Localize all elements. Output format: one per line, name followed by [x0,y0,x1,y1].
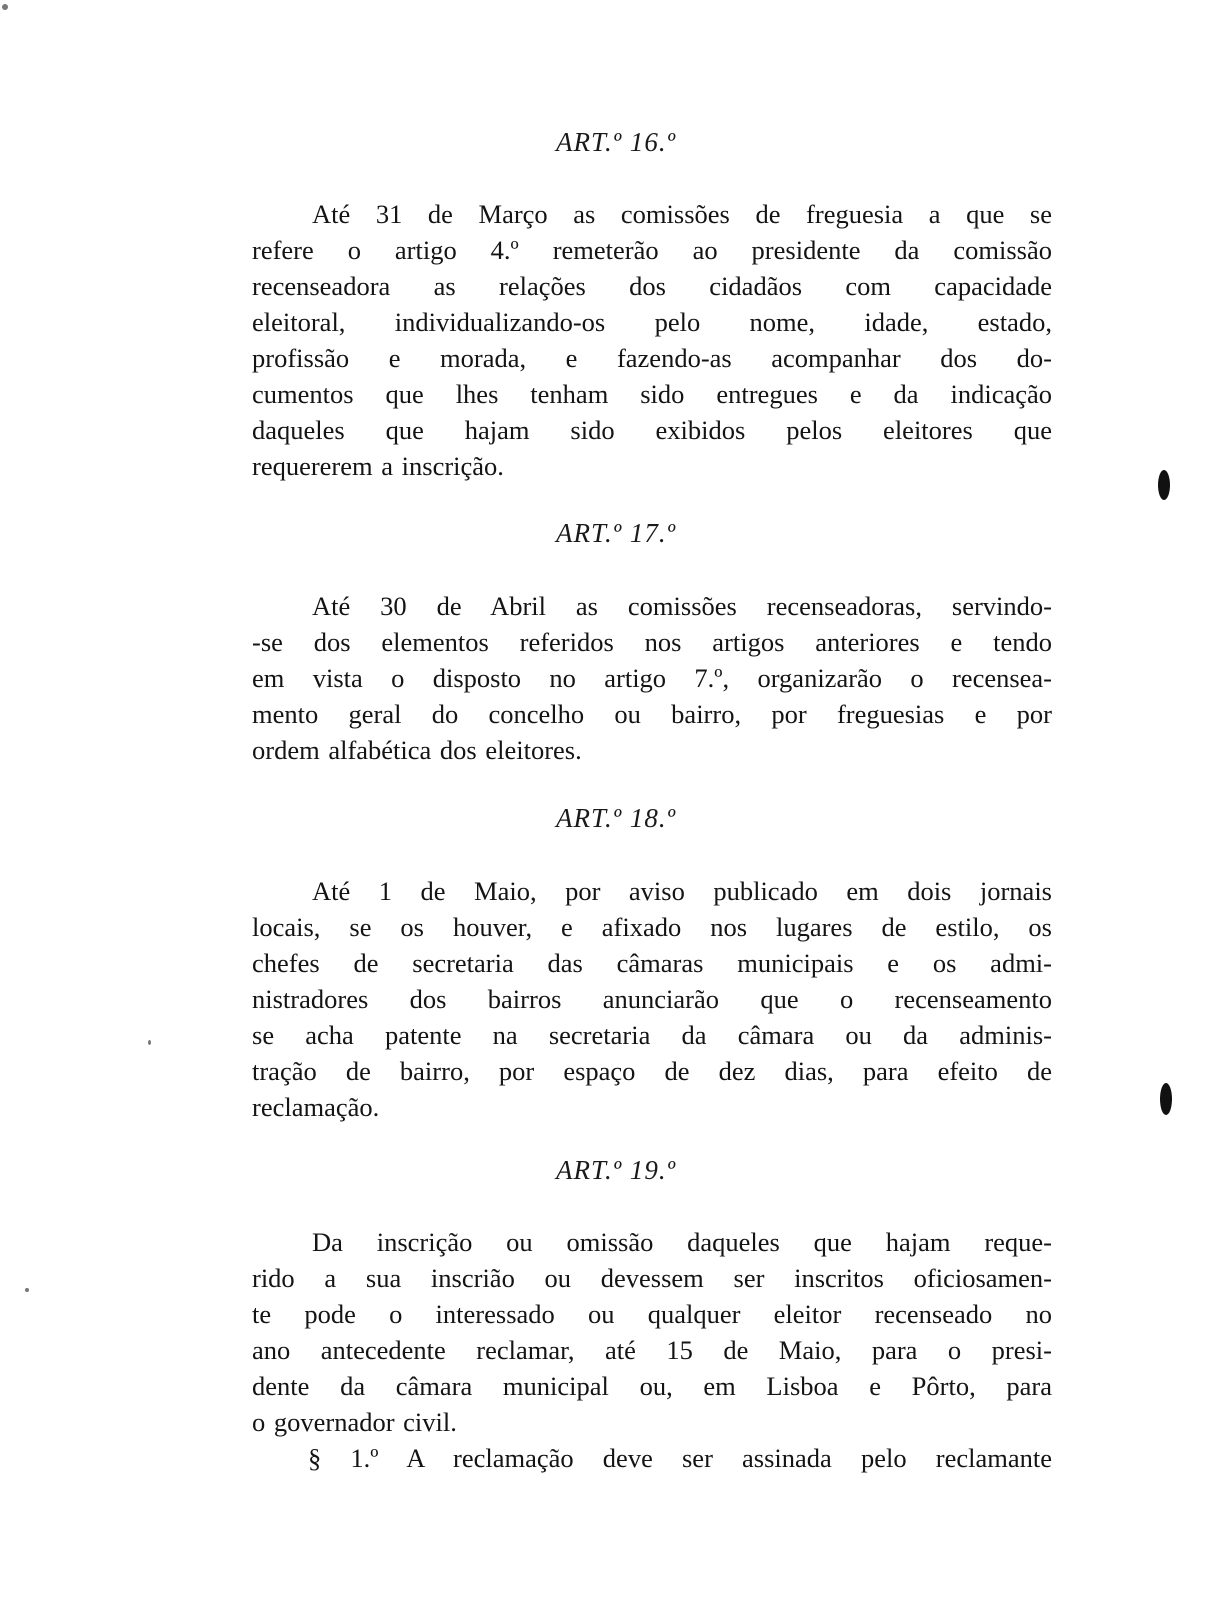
article-18-line-4: nistradores dos bairros anunciarão que o recenseamento [252,984,1052,1014]
article-18-line-2: locais, se os houver, e afixado nos lugares de estilo, os [252,912,1052,942]
article-19-line-4: ano antecedente reclamar, até 15 de Maio, para o presi- [252,1335,1052,1365]
article-18-heading: ART.º 18.º [556,803,676,833]
article-16-heading: ART.º 16.º [556,127,676,157]
article-17-heading: ART.º 17.º [556,518,676,548]
article-16-line-2: refere o artigo 4.º remeterão ao presidente da comissão [252,235,1052,265]
article-16-line-7: daqueles que hajam sido exibidos pelos eleitores que [252,415,1052,445]
article-19-section-1-line: § 1.º A reclamação deve ser assinada pelo reclamante [308,1443,1052,1473]
article-18-line-1: Até 1 de Maio, por aviso publicado em dois jornais [312,876,1052,906]
article-18-line-5: se acha patente na secretaria da câmara ou da adminis- [252,1020,1052,1050]
article-16-line-6: cumentos que lhes tenham sido entregues e da indicação [252,379,1052,409]
article-19-paragraph-2 [252,1440,1052,1476]
article-19-line-3: te pode o interessado ou qualquer eleitor recenseado no [252,1299,1052,1329]
article-17-line-4: mento geral do concelho ou bairro, por freguesias e por [252,699,1052,729]
article-19-line-6: o governador civil. [252,1407,457,1437]
scan-mark-top [1158,470,1170,500]
article-18-line-7: reclamação. [252,1092,380,1122]
article-19-body [252,1224,1052,1440]
article-19-heading: ART.º 19.º [556,1155,676,1185]
article-17-line-1: Até 30 de Abril as comissões recenseadoras, servindo- [312,591,1052,621]
article-16-line-1: Até 31 de Março as comissões de freguesia a que se [312,199,1052,229]
scan-speck-corner [2,4,8,10]
article-18-line-6: tração de bairro, por espaço de dez dias, para efeito de [252,1056,1052,1086]
article-17-body [252,588,1052,768]
article-16-line-5: profissão e morada, e fazendo-as acompanhar dos do- [252,343,1052,373]
article-18-body [252,873,1052,1125]
article-18-line-3: chefes de secretaria das câmaras municipais e os admi- [252,948,1052,978]
scan-mark-bottom [1160,1083,1172,1115]
article-19-line-5: dente da câmara municipal ou, em Lisboa e Pôrto, para [252,1371,1052,1401]
article-19-line-2: rido a sua inscrião ou devessem ser inscritos oficiosamen- [252,1263,1052,1293]
scan-speck-left [25,1288,29,1292]
scan-speck-mid [148,1040,151,1045]
article-16-body [252,196,1052,484]
article-16-line-8: requererem a inscrição. [252,451,504,481]
article-19-line-1: Da inscrição ou omissão daqueles que hajam reque- [312,1227,1052,1257]
article-17-line-3: em vista o disposto no artigo 7.º, organizarão o recensea- [252,663,1052,693]
article-16-line-3: recenseadora as relações dos cidadãos com capacidade [252,271,1052,301]
article-17-line-5: ordem alfabética dos eleitores. [252,735,582,765]
article-17-line-2: -se dos elementos referidos nos artigos anteriores e tendo [252,627,1052,657]
article-16-line-4: eleitoral, individualizando-os pelo nome, idade, estado, [252,307,1052,337]
